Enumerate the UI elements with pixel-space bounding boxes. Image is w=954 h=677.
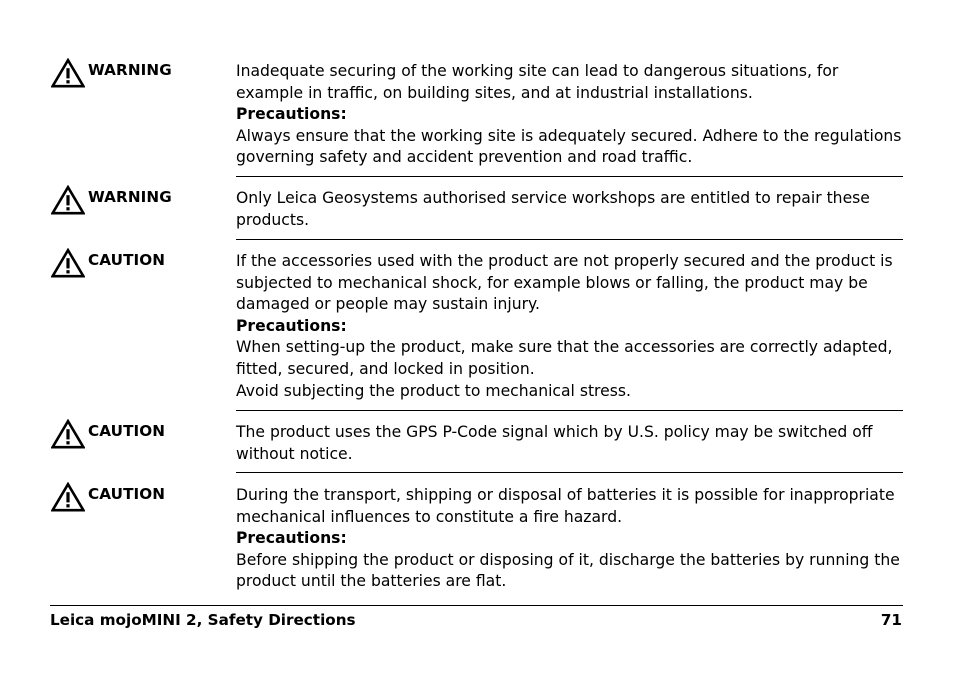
footer-title: Leica mojoMINI 2, Safety Directions <box>50 611 356 629</box>
notice-body <box>236 61 908 169</box>
notice-line: damaged or people may sustain injury. <box>236 295 540 314</box>
notice-line: fitted, secured, and locked in position. <box>236 359 535 378</box>
notice-label <box>50 251 236 285</box>
footer-divider <box>50 605 903 606</box>
notice-label <box>50 61 236 95</box>
notice-type: CAUTION <box>88 422 166 440</box>
notice-line: During the transport, shipping or disposal of batteries it is possible for inappropriate <box>236 486 895 504</box>
warning-triangle-icon <box>51 419 85 449</box>
notice-line: If the accessories used with the product are not properly secured and the product is <box>236 252 893 270</box>
notice-body <box>236 485 908 593</box>
notice-type: WARNING <box>88 188 172 206</box>
notice-body <box>236 422 908 465</box>
notice-line: Avoid subjecting the product to mechanical stress. <box>236 381 631 400</box>
notice-label <box>50 485 236 519</box>
notice-line: The product uses the GPS P-Code signal which by U.S. policy may be switched off <box>236 423 873 441</box>
notice-line: Before shipping the product or disposing of it, discharge the batteries by running the <box>236 550 900 569</box>
notice-divider <box>236 239 903 240</box>
notice-line: Always ensure that the working site is adequately secured. Adhere to the regulations <box>236 126 902 145</box>
precautions-heading: Precautions: <box>236 529 347 548</box>
notice-type: CAUTION <box>88 485 166 503</box>
notice-type: WARNING <box>88 61 172 79</box>
notice-line: subjected to mechanical shock, for example blows or falling, the product may be <box>236 273 868 292</box>
precautions-heading: Precautions: <box>236 316 347 335</box>
notice-line: without notice. <box>236 444 353 463</box>
notice-type: CAUTION <box>88 251 166 269</box>
notice-line: When setting-up the product, make sure that the accessories are correctly adapted, <box>236 338 893 357</box>
warning-triangle-icon <box>51 58 85 88</box>
warning-triangle-icon <box>51 185 85 215</box>
page-number: 71 <box>880 611 902 629</box>
notice-line: products. <box>236 210 310 229</box>
notice-label <box>50 422 236 456</box>
notice-divider <box>236 472 903 473</box>
warning-triangle-icon <box>51 248 85 278</box>
notice-line: mechanical influences to constitute a fire hazard. <box>236 507 623 526</box>
notice-label <box>50 188 236 222</box>
precautions-heading: Precautions: <box>236 105 347 124</box>
notice-line: example in traffic, on building sites, and at industrial installations. <box>236 83 753 102</box>
notice-line: product until the batteries are flat. <box>236 572 507 591</box>
notice-line: Only Leica Geosystems authorised service workshops are entitled to repair these <box>236 189 870 207</box>
notice-line: governing safety and accident prevention and road traffic. <box>236 148 693 167</box>
warning-triangle-icon <box>51 482 85 512</box>
notice-divider <box>236 410 903 411</box>
notice-body <box>236 188 908 231</box>
notice-divider <box>236 176 903 177</box>
notice-body <box>236 251 908 402</box>
notice-line: Inadequate securing of the working site can lead to dangerous situations, for <box>236 62 839 80</box>
